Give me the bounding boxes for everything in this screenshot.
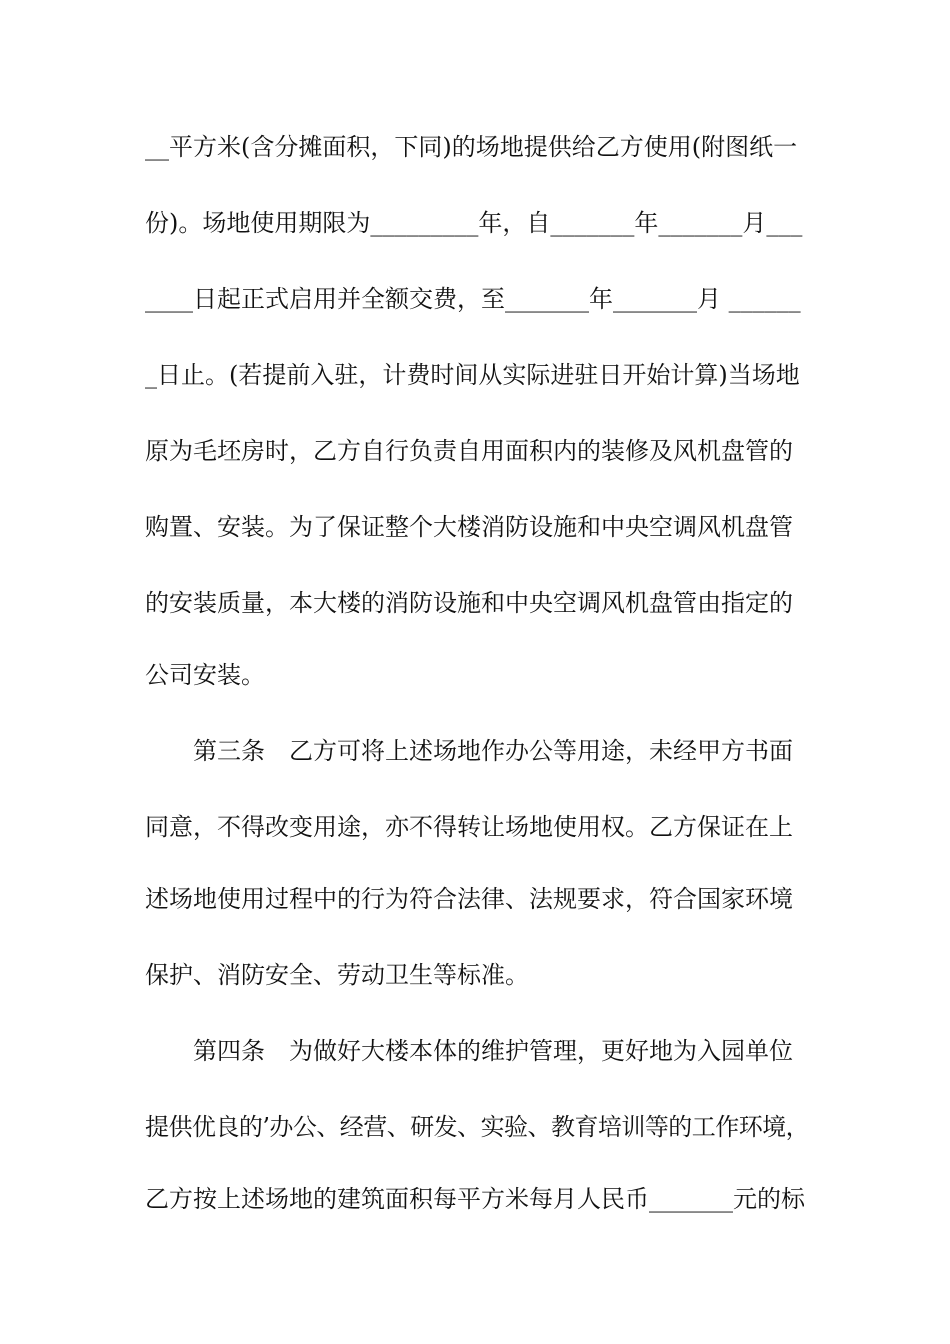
text-line: 提供优良的’办公、经营、研发、实验、教育培训等的工作环境，	[145, 1113, 810, 1141]
text-line: 乙方按上述场地的建筑面积每平方米每月人民币_______元的标	[145, 1185, 805, 1213]
text-line: 的安装质量，本大楼的消防设施和中央空调风机盘管由指定的	[145, 589, 793, 617]
text-line: 份)。场地使用期限为_________年，自_______年_______月___	[145, 209, 803, 237]
text-line: 原为毛坯房时，乙方自行负责自用面积内的装修及风机盘管的	[145, 437, 793, 465]
text-line: 保护、消防安全、劳动卫生等标准。	[145, 961, 529, 989]
text-line: ____日起正式启用并全额交费，至_______年_______月 ______	[145, 285, 801, 313]
text-line: _日止。(若提前入驻，计费时间从实际进驻日开始计算)当场地	[145, 361, 800, 389]
text-line: __平方米(含分摊面积，下同)的场地提供给乙方使用(附图纸一	[145, 133, 798, 161]
text-line: 述场地使用过程中的行为符合法律、法规要求，符合国家环境	[145, 885, 793, 913]
text-line: 公司安装。	[145, 661, 265, 689]
article-4-heading-line: 第四条 为做好大楼本体的维护管理，更好地为入园单位	[193, 1037, 793, 1065]
article-3-heading-line: 第三条 乙方可将上述场地作办公等用途，未经甲方书面	[193, 737, 793, 765]
text-line: 购置、安装。为了保证整个大楼消防设施和中央空调风机盘管	[145, 513, 793, 541]
text-line: 同意，不得改变用途，亦不得转让场地使用权。乙方保证在上	[145, 813, 793, 841]
